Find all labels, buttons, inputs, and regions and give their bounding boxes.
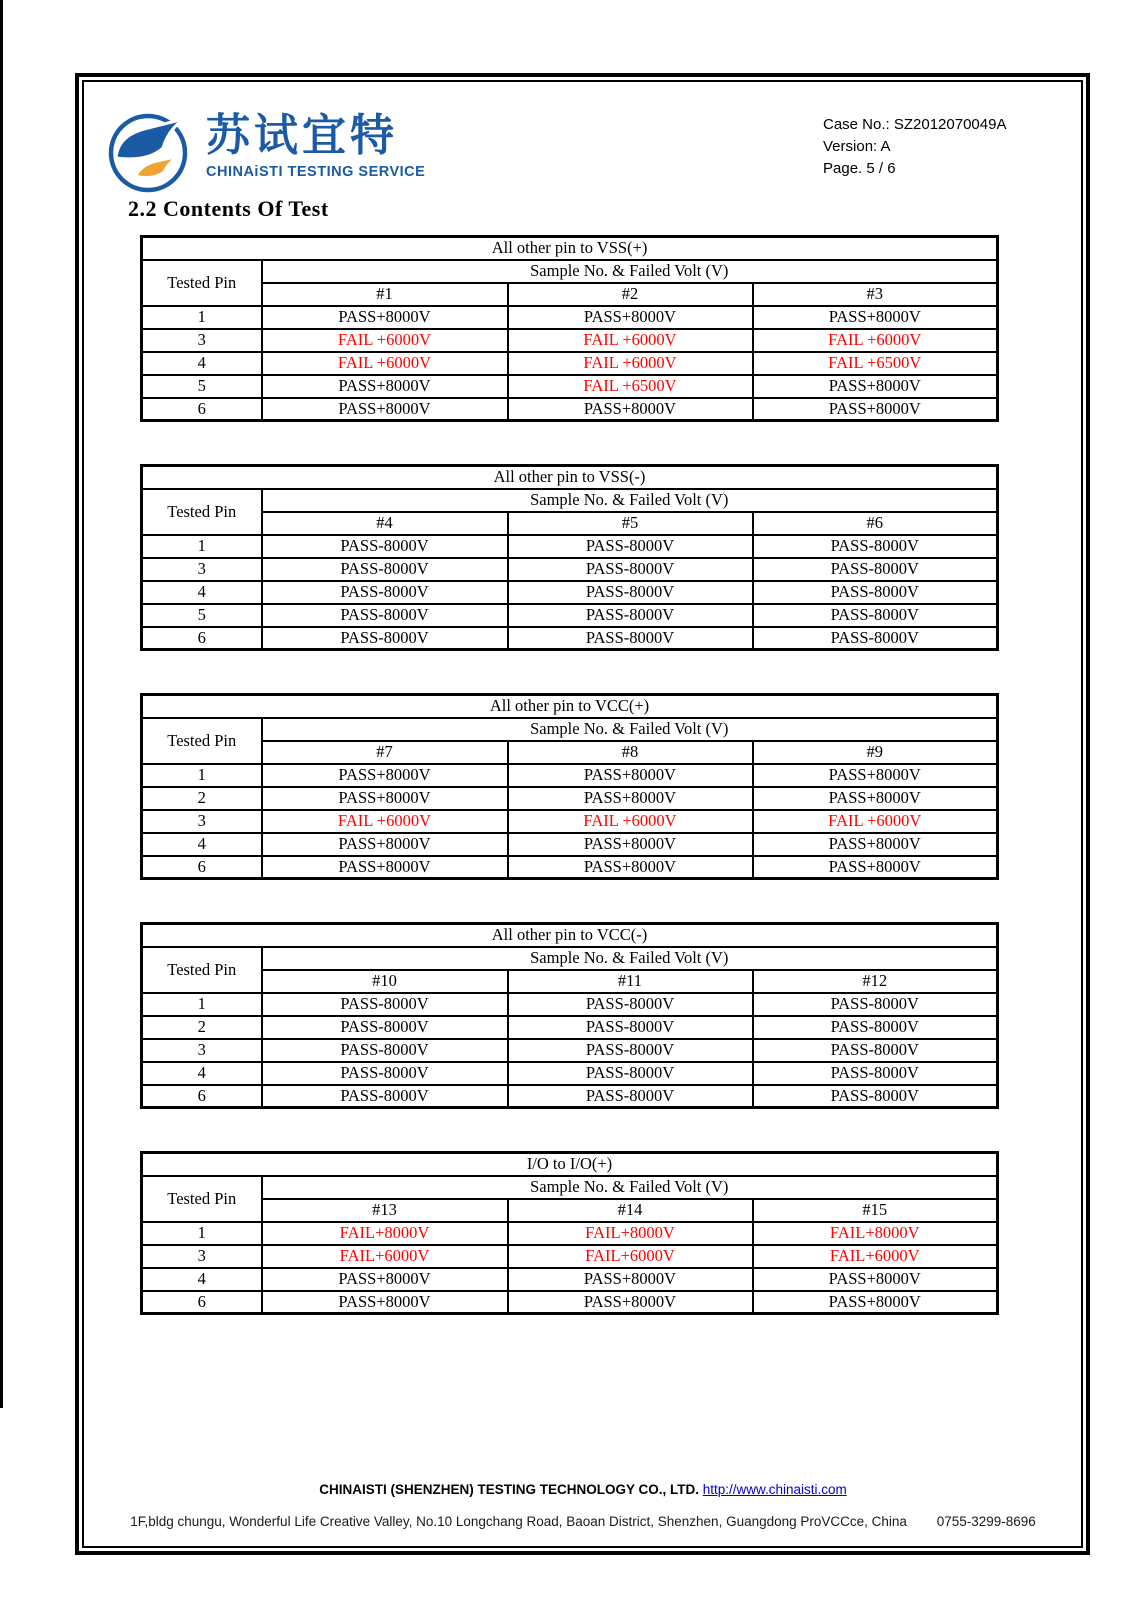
version: Version: A	[823, 138, 891, 155]
result-cell: PASS-8000V	[262, 535, 508, 558]
table-row	[142, 1291, 998, 1314]
pin-number-cell: 6	[142, 398, 262, 421]
result-cell: PASS-8000V	[508, 558, 753, 581]
result-cell: PASS+8000V	[508, 1268, 753, 1291]
test-table-1	[140, 235, 999, 422]
sample-col-header: #14	[508, 1199, 753, 1222]
footer-company-line	[85, 1482, 1081, 1497]
test-tables-container	[140, 235, 996, 1357]
table-title: All other pin to VSS(-)	[142, 466, 998, 489]
pin-number-cell: 4	[142, 1268, 262, 1291]
section-heading: 2.2 Contents Of Test	[128, 196, 329, 221]
result-cell: PASS+8000V	[753, 1268, 998, 1291]
test-table-4	[140, 922, 999, 1109]
result-cell: PASS-8000V	[753, 558, 998, 581]
test-table-2	[140, 464, 999, 651]
pin-number-cell: 4	[142, 581, 262, 604]
sample-col-header: #7	[262, 741, 508, 764]
result-cell: PASS-8000V	[508, 1062, 753, 1085]
pin-number-cell: 1	[142, 764, 262, 787]
result-cell: PASS+8000V	[262, 1268, 508, 1291]
result-cell: FAIL+8000V	[262, 1222, 508, 1245]
result-cell: PASS+8000V	[508, 306, 753, 329]
result-cell: PASS-8000V	[508, 627, 753, 650]
tested-pin-header: Tested Pin	[142, 947, 262, 993]
result-cell: PASS-8000V	[262, 581, 508, 604]
sample-header: Sample No. & Failed Volt (V)	[262, 260, 998, 283]
footer-phone: 0755-3299-8696	[936, 1514, 1036, 1529]
pin-number-cell: 4	[142, 352, 262, 375]
result-cell: PASS-8000V	[508, 1039, 753, 1062]
sample-col-header: #10	[262, 970, 508, 993]
tested-pin-header: Tested Pin	[142, 718, 262, 764]
test-table-3	[140, 693, 999, 880]
result-cell: PASS-8000V	[753, 1062, 998, 1085]
sample-header: Sample No. & Failed Volt (V)	[262, 718, 998, 741]
pin-number-cell: 3	[142, 1039, 262, 1062]
pin-number-cell: 6	[142, 1291, 262, 1314]
sample-col-header: #4	[262, 512, 508, 535]
result-cell: PASS+8000V	[262, 306, 508, 329]
case-info-block	[823, 114, 1006, 180]
table-title: I/O to I/O(+)	[142, 1153, 998, 1176]
result-cell: PASS+8000V	[262, 856, 508, 879]
result-cell: FAIL +6500V	[508, 375, 753, 398]
sample-col-header: #1	[262, 283, 508, 306]
table-row	[142, 1268, 998, 1291]
website-link[interactable]: http://www.chinaisti.com	[702, 1482, 847, 1497]
result-cell: PASS-8000V	[753, 604, 998, 627]
tested-pin-header: Tested Pin	[142, 489, 262, 535]
result-cell: PASS+8000V	[753, 306, 998, 329]
result-cell: PASS-8000V	[753, 1039, 998, 1062]
pin-number-cell: 3	[142, 1245, 262, 1268]
sample-header: Sample No. & Failed Volt (V)	[262, 947, 998, 970]
table-row	[142, 352, 998, 375]
result-cell: PASS+8000V	[753, 1291, 998, 1314]
pin-number-cell: 1	[142, 993, 262, 1016]
scan-artifact-left-edge	[0, 0, 3, 1408]
result-cell: PASS-8000V	[262, 1062, 508, 1085]
result-cell: PASS-8000V	[262, 627, 508, 650]
sample-col-header: #8	[508, 741, 753, 764]
pin-number-cell: 2	[142, 787, 262, 810]
result-cell: FAIL +6000V	[262, 352, 508, 375]
tested-pin-header: Tested Pin	[142, 1176, 262, 1222]
result-cell: PASS+8000V	[753, 398, 998, 421]
result-cell: PASS+8000V	[508, 787, 753, 810]
result-cell: FAIL +6000V	[508, 329, 753, 352]
result-cell: PASS+8000V	[262, 764, 508, 787]
table-row	[142, 581, 998, 604]
result-cell: PASS-8000V	[508, 993, 753, 1016]
logo-text	[206, 106, 425, 180]
pin-number-cell: 3	[142, 810, 262, 833]
result-cell: PASS-8000V	[262, 993, 508, 1016]
sample-col-header: #15	[753, 1199, 998, 1222]
result-cell: PASS-8000V	[508, 604, 753, 627]
logo-swoosh-icon	[104, 106, 196, 196]
result-cell: PASS+8000V	[508, 856, 753, 879]
result-cell: PASS+8000V	[262, 398, 508, 421]
table-title: All other pin to VSS(+)	[142, 237, 998, 260]
pin-number-cell: 6	[142, 627, 262, 650]
result-cell: PASS+8000V	[262, 787, 508, 810]
table-row	[142, 993, 998, 1016]
pin-number-cell: 1	[142, 306, 262, 329]
table-title: All other pin to VCC(-)	[142, 924, 998, 947]
result-cell: PASS+8000V	[262, 375, 508, 398]
result-cell: PASS-8000V	[262, 1039, 508, 1062]
result-cell: FAIL +6000V	[262, 329, 508, 352]
table-row	[142, 375, 998, 398]
pin-number-cell: 5	[142, 375, 262, 398]
table-row	[142, 398, 998, 421]
test-table-5	[140, 1151, 999, 1315]
logo-english-name: CHINAiSTI TESTING SERVICE	[206, 164, 426, 180]
table-row	[142, 1062, 998, 1085]
pin-number-cell: 1	[142, 535, 262, 558]
sample-header: Sample No. & Failed Volt (V)	[262, 489, 998, 512]
result-cell: FAIL +6000V	[508, 352, 753, 375]
table-row	[142, 329, 998, 352]
sample-col-header: #11	[508, 970, 753, 993]
sample-col-header: #9	[753, 741, 998, 764]
result-cell: FAIL+8000V	[508, 1222, 753, 1245]
result-cell: PASS+8000V	[262, 1291, 508, 1314]
pin-number-cell: 3	[142, 558, 262, 581]
sample-col-header: #13	[262, 1199, 508, 1222]
result-cell: PASS-8000V	[753, 535, 998, 558]
result-cell: FAIL +6000V	[753, 329, 998, 352]
company-logo	[104, 106, 425, 196]
result-cell: PASS-8000V	[262, 558, 508, 581]
result-cell: PASS+8000V	[753, 787, 998, 810]
result-cell: PASS+8000V	[753, 833, 998, 856]
table-row	[142, 558, 998, 581]
result-cell: FAIL+6000V	[262, 1245, 508, 1268]
table-row	[142, 306, 998, 329]
result-cell: PASS-8000V	[753, 993, 998, 1016]
table-row	[142, 1085, 998, 1108]
result-cell: PASS+8000V	[753, 856, 998, 879]
result-cell: PASS-8000V	[753, 1016, 998, 1039]
sample-col-header: #2	[508, 283, 753, 306]
pin-number-cell: 4	[142, 833, 262, 856]
table-row	[142, 833, 998, 856]
sample-header: Sample No. & Failed Volt (V)	[262, 1176, 998, 1199]
pin-number-cell: 2	[142, 1016, 262, 1039]
result-cell: PASS-8000V	[753, 581, 998, 604]
table-row	[142, 764, 998, 787]
table-row	[142, 604, 998, 627]
result-cell: PASS-8000V	[508, 535, 753, 558]
sample-col-header: #6	[753, 512, 998, 535]
pin-number-cell: 1	[142, 1222, 262, 1245]
result-cell: PASS-8000V	[262, 604, 508, 627]
sample-col-header: #3	[753, 283, 998, 306]
pin-number-cell: 4	[142, 1062, 262, 1085]
result-cell: PASS+8000V	[753, 764, 998, 787]
footer-company-name: CHINAISTI (SHENZHEN) TESTING TECHNOLOGY CO., LTD.	[319, 1482, 699, 1497]
table-row	[142, 627, 998, 650]
result-cell: PASS-8000V	[753, 1085, 998, 1108]
result-cell: PASS+8000V	[508, 764, 753, 787]
sample-col-header: #5	[508, 512, 753, 535]
result-cell: PASS+8000V	[508, 1291, 753, 1314]
result-cell: PASS-8000V	[508, 1016, 753, 1039]
result-cell: PASS-8000V	[508, 581, 753, 604]
tested-pin-header: Tested Pin	[142, 260, 262, 306]
result-cell: FAIL+6000V	[508, 1245, 753, 1268]
result-cell: PASS+8000V	[753, 375, 998, 398]
pin-number-cell: 3	[142, 329, 262, 352]
result-cell: PASS-8000V	[753, 627, 998, 650]
result-cell: PASS-8000V	[262, 1085, 508, 1108]
pin-number-cell: 5	[142, 604, 262, 627]
result-cell: FAIL +6000V	[508, 810, 753, 833]
sample-col-header: #12	[753, 970, 998, 993]
table-row	[142, 535, 998, 558]
page-number: Page. 5 / 6	[823, 160, 896, 177]
result-cell: FAIL+6000V	[753, 1245, 998, 1268]
table-row	[142, 1222, 998, 1245]
result-cell: FAIL +6000V	[262, 810, 508, 833]
result-cell: PASS-8000V	[262, 1016, 508, 1039]
footer-address-line	[85, 1514, 1081, 1529]
pin-number-cell: 6	[142, 856, 262, 879]
result-cell: FAIL +6500V	[753, 352, 998, 375]
result-cell: PASS+8000V	[508, 398, 753, 421]
table-row	[142, 1016, 998, 1039]
result-cell: PASS+8000V	[262, 833, 508, 856]
result-cell: FAIL+8000V	[753, 1222, 998, 1245]
logo-chinese-name: 苏试宜特	[206, 111, 398, 160]
table-title: All other pin to VCC(+)	[142, 695, 998, 718]
case-number: Case No.: SZ2012070049A	[823, 116, 1007, 133]
result-cell: PASS-8000V	[508, 1085, 753, 1108]
result-cell: FAIL +6000V	[753, 810, 998, 833]
table-row	[142, 787, 998, 810]
table-row	[142, 1245, 998, 1268]
result-cell: PASS+8000V	[508, 833, 753, 856]
footer-address: 1F,bldg chungu, Wonderful Life Creative Valley, No.10 Longchang Road, Baoan District, Shenzhen, Guangdong ProVCCce, China	[130, 1514, 907, 1529]
pin-number-cell: 6	[142, 1085, 262, 1108]
table-row	[142, 810, 998, 833]
table-row	[142, 1039, 998, 1062]
table-row	[142, 856, 998, 879]
